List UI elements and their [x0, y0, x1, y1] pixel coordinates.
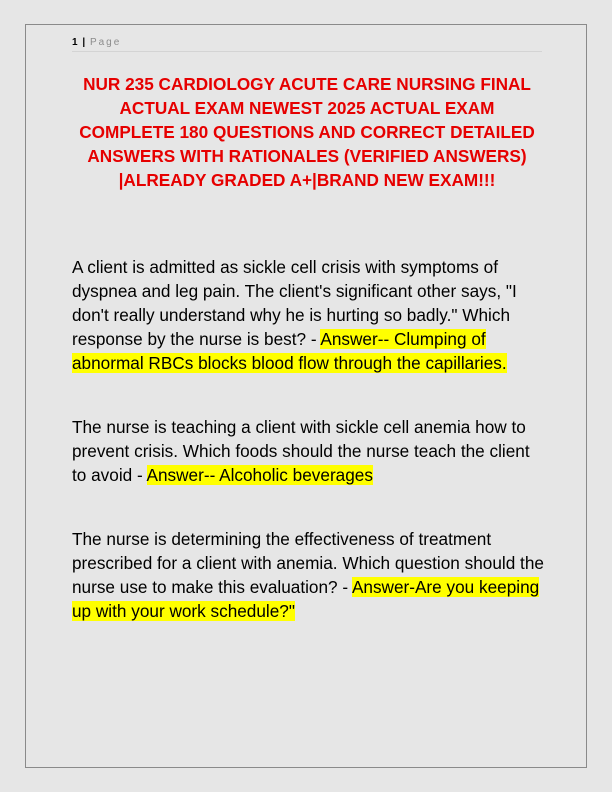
header-separator: | [82, 37, 86, 48]
page-header [72, 37, 542, 52]
page-number: 1 [72, 37, 78, 48]
document-title: NUR 235 CARDIOLOGY ACUTE CARE NURSING FINAL ACTUAL EXAM NEWEST 2025 ACTUAL EXAM COMPLETE 180 QUESTIONS AND CORRECT DETAILED ANSWERS WITH RATIONALES (VERIFIED ANSWERS) |ALREADY GRADED A+|BRAND NEW EXAM!!! [79, 74, 535, 190]
question-block [72, 255, 547, 375]
answer-text: Answer-- Alcoholic beverages [146, 465, 373, 485]
question-block [72, 415, 547, 487]
question-text: The nurse is teaching a client with sickle cell anemia how to prevent crisis. Which foods should the nurse teach the client to avoid - [72, 417, 530, 485]
answer-text: Answer-Are you keeping up with your work schedule?" [72, 577, 540, 621]
page-label: Page [89, 37, 122, 48]
question-text: The nurse is determining the effectiveness of treatment prescribed for a client with anemia. Which question should the nurse use to make this evaluation? - [72, 529, 544, 597]
question-block [72, 527, 547, 623]
question-text: A client is admitted as sickle cell crisis with symptoms of dyspnea and leg pain. The client's significant other says, "I don't really understand why he is hurting so badly." Which response by the nurse is best? - [72, 257, 517, 349]
answer-text: Answer-- Clumping of abnormal RBCs blocks blood flow through the capillaries. [72, 329, 507, 373]
